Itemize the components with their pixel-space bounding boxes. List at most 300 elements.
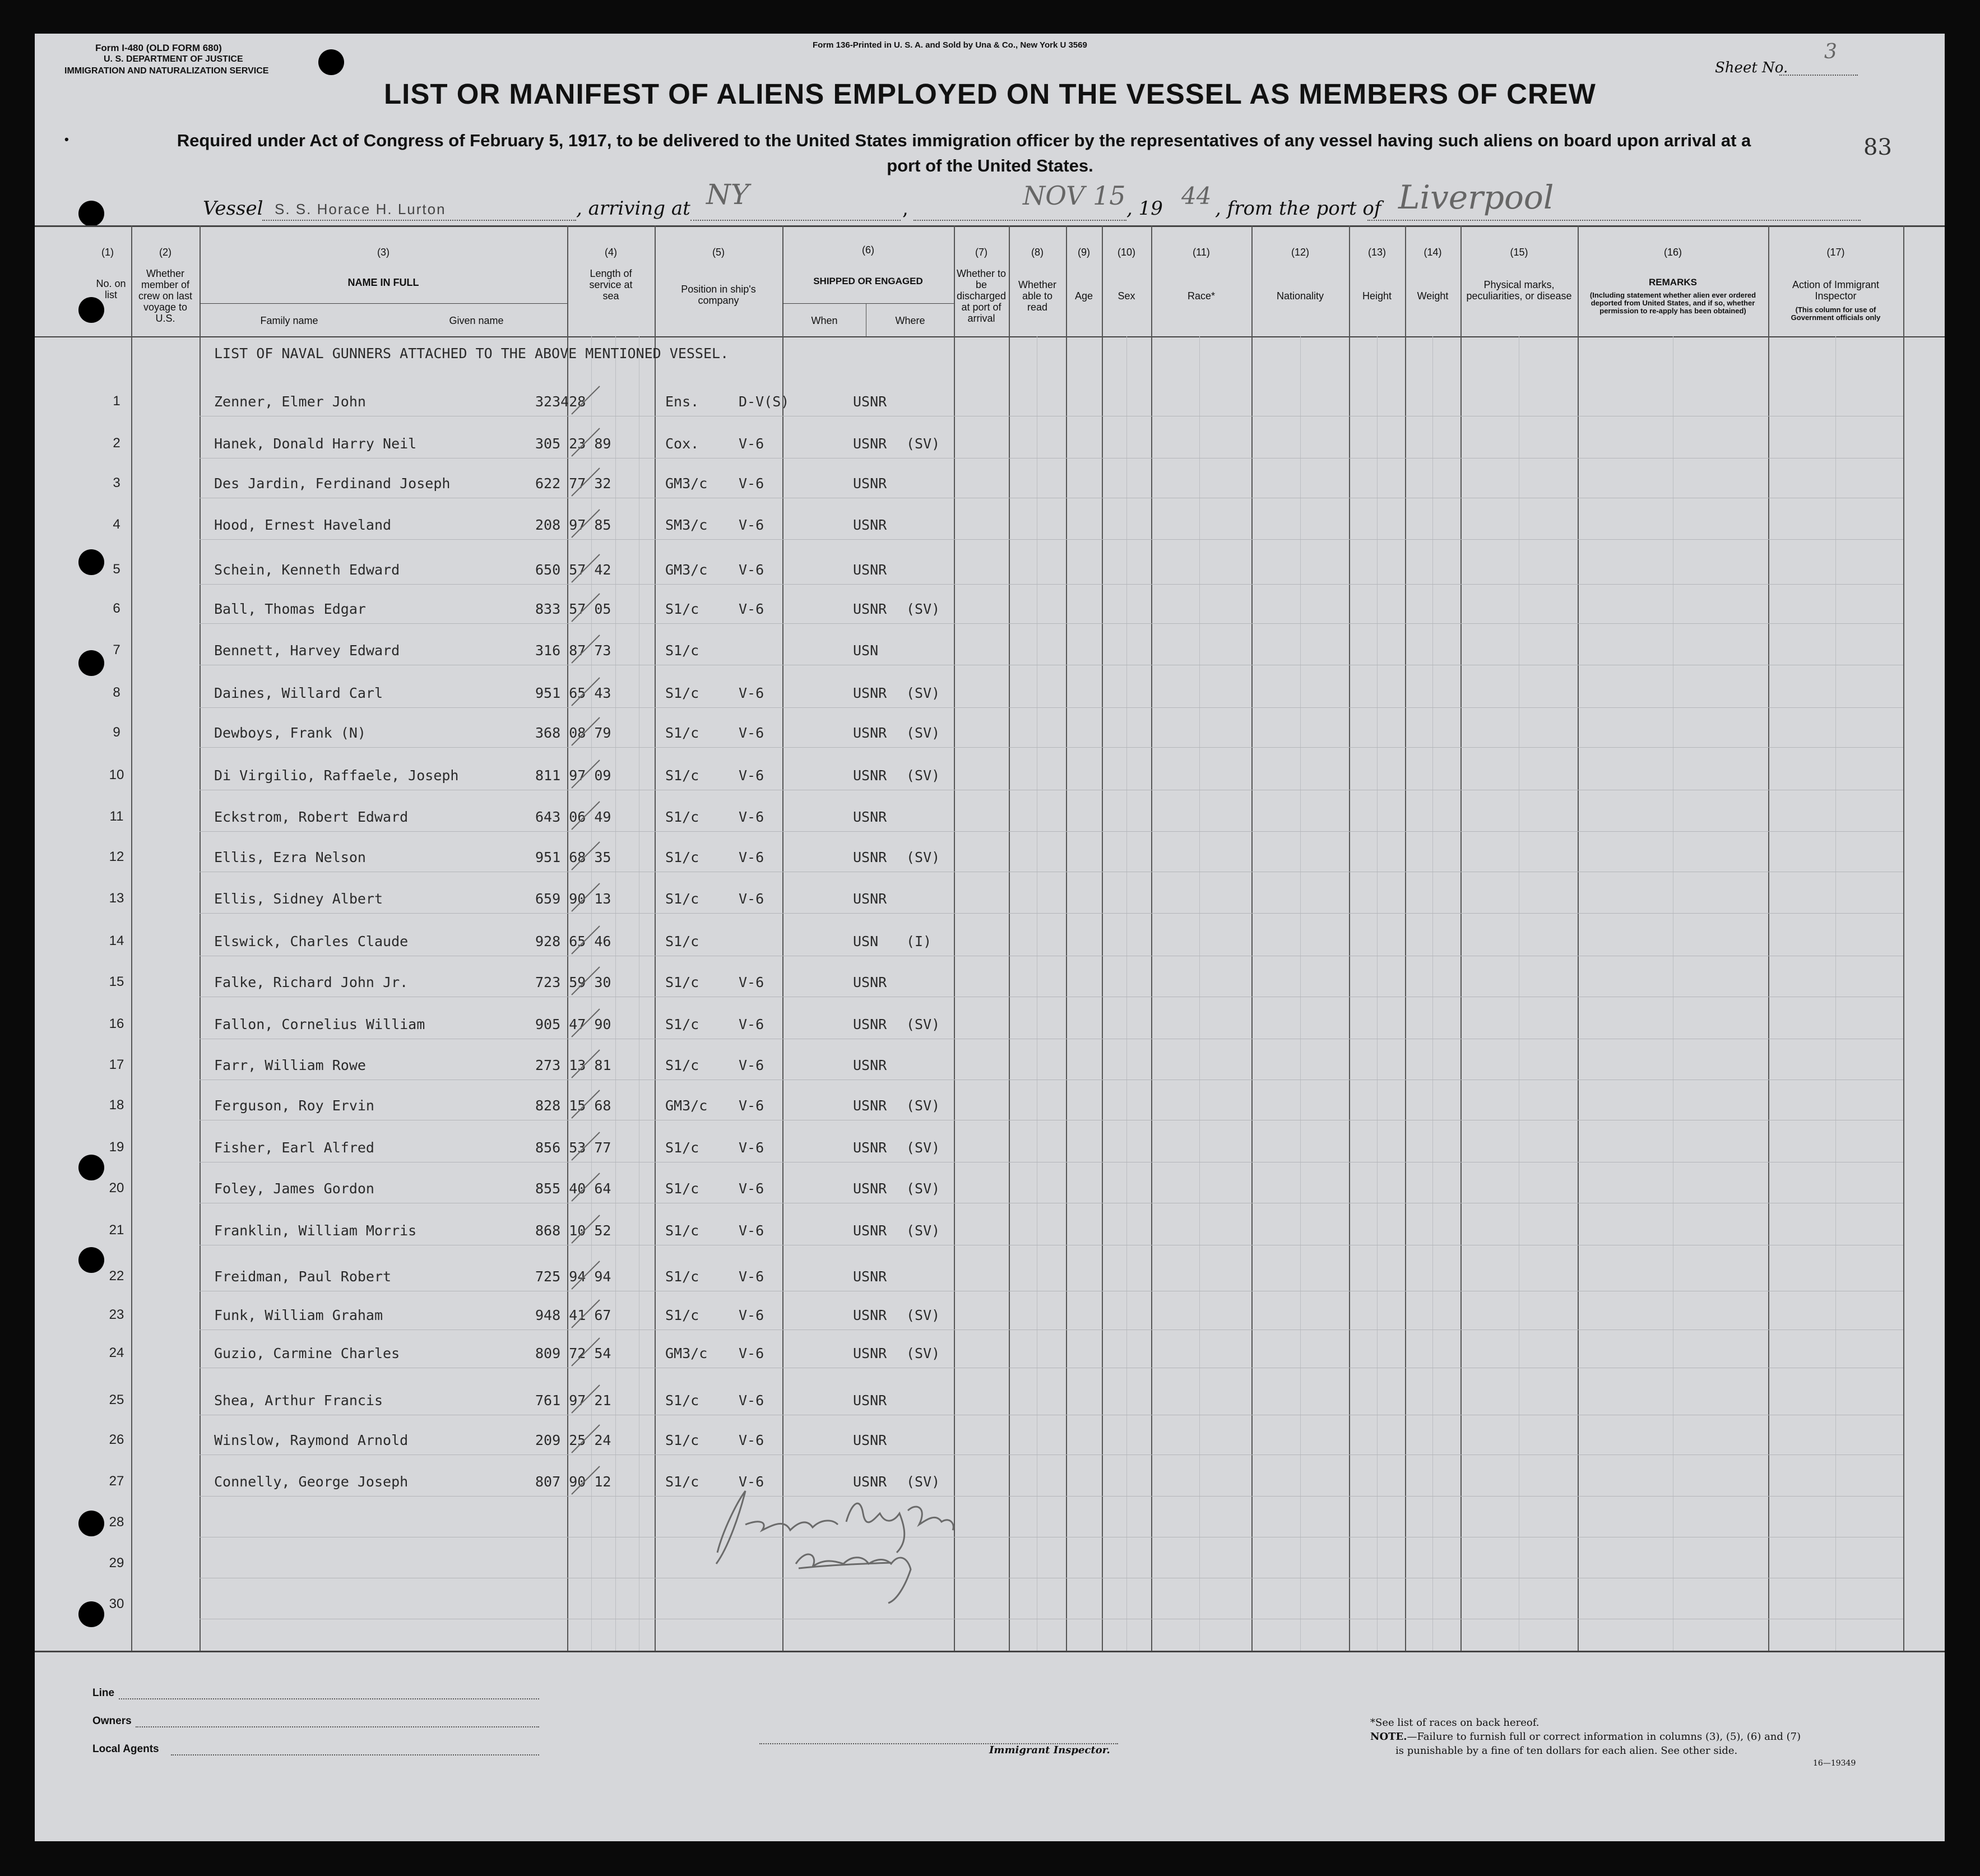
year-suffix: 44: [1181, 182, 1212, 210]
subtitle-line-2: port of the United States.: [887, 156, 1093, 175]
col13-num: (13): [1367, 247, 1386, 258]
printer-line: Form 136-Printed in U. S. A. and Sold by Una & Co., New York U 3569: [813, 40, 1087, 50]
class: V-6: [739, 1222, 764, 1239]
crew-name: Guzio, Carmine Charles: [214, 1345, 400, 1361]
rating: S1/c: [665, 1222, 699, 1239]
crew-name: Daines, Willard Carl: [214, 685, 383, 701]
class: V-6: [739, 1016, 764, 1032]
check-mark-icon: [569, 964, 602, 998]
arriving-label: , arriving at: [576, 197, 690, 220]
col-divider: [1405, 225, 1406, 1651]
crew-name: Winslow, Raymond Arnold: [214, 1432, 409, 1448]
class: V-6: [739, 517, 764, 533]
class: V-6: [739, 974, 764, 990]
crew-name: Di Virgilio, Raffaele, Joseph: [214, 767, 459, 784]
vessel-label: Vessel: [203, 197, 263, 220]
punch-hole: [78, 201, 104, 226]
row-number: 19: [109, 1140, 124, 1155]
rating: S1/c: [665, 849, 699, 865]
class: D-V(S): [739, 393, 790, 410]
row-note: (SV): [906, 1097, 940, 1114]
col-divider: [1768, 225, 1769, 1651]
col3-label: NAME IN FULL: [347, 277, 419, 288]
crew-name: Des Jardin, Ferdinand Joseph: [214, 475, 451, 492]
row-number: 30: [109, 1596, 124, 1611]
col-divider: [1102, 225, 1103, 1651]
service-number: 809 72 54: [535, 1345, 611, 1361]
col17-num: (17): [1826, 247, 1845, 258]
col6-num: (6): [862, 244, 874, 256]
branch: USNR: [853, 891, 887, 907]
row-rule: [200, 747, 1903, 748]
crew-name: Franklin, William Morris: [214, 1222, 417, 1239]
col8-label: Whether able to read: [1018, 279, 1057, 313]
line-label: Line: [92, 1687, 115, 1699]
branch: USN: [853, 642, 879, 659]
row-number: 3: [113, 475, 120, 490]
row-number: 4: [113, 517, 120, 532]
row-note: (SV): [906, 1140, 940, 1156]
service: IMMIGRATION AND NATURALIZATION SERVICE: [64, 66, 269, 76]
col9-num: (9): [1078, 247, 1090, 258]
row-number: 11: [109, 809, 124, 824]
crew-name: Ellis, Sidney Albert: [214, 891, 383, 907]
class: V-6: [739, 1180, 764, 1197]
service-number: 208 97 85: [535, 517, 611, 533]
branch: USNR: [853, 1222, 887, 1239]
crew-name: Ferguson, Roy Ervin: [214, 1097, 374, 1114]
branch: USNR: [853, 436, 887, 452]
grid-line: [1300, 336, 1301, 1651]
col7-num: (7): [975, 247, 987, 258]
check-mark-icon: [569, 1335, 602, 1369]
class: V-6: [739, 725, 764, 741]
row-number: 1: [113, 393, 120, 409]
col16-num: (16): [1663, 247, 1682, 258]
row-number: 24: [109, 1345, 124, 1360]
col2-label: Whether member of crew on last voyage to U.S.: [138, 268, 193, 324]
grid-line: [1432, 336, 1433, 1651]
header-bottom-border: [35, 336, 1945, 337]
class: V-6: [739, 1432, 764, 1448]
row-number: 7: [113, 642, 120, 657]
row-number: 10: [109, 767, 124, 782]
col6-when: When: [811, 315, 838, 326]
row-number: 5: [113, 562, 120, 577]
col-divider: [655, 225, 656, 1651]
vessel-line: [262, 220, 576, 221]
date-line: [914, 220, 1126, 221]
check-mark-icon: [569, 675, 602, 708]
service-number: 209 25 24: [535, 1432, 611, 1448]
class: V-6: [739, 891, 764, 907]
inspector-signature: [706, 1480, 964, 1609]
col17-label: Action of Immigrant Inspector: [1792, 279, 1880, 302]
check-mark-icon: [569, 1297, 602, 1331]
service-number: 650 57 42: [535, 562, 611, 578]
branch: USNR: [853, 1057, 887, 1073]
row-rule: [200, 913, 1903, 914]
col4-num: (4): [605, 247, 617, 258]
year-prefix: , 19: [1126, 197, 1163, 220]
local-agents-label: Local Agents: [92, 1743, 159, 1755]
row-number: 29: [109, 1555, 124, 1571]
rating: S1/c: [665, 1392, 699, 1409]
service-number: 368 08 79: [535, 725, 611, 741]
rating: GM3/c: [665, 562, 708, 578]
row-rule: [200, 623, 1903, 624]
rating: Cox.: [665, 436, 699, 452]
check-mark-icon: [569, 839, 602, 873]
col3-family: Family name: [260, 315, 318, 326]
col-divider: [954, 225, 955, 1651]
row-note: (SV): [906, 767, 940, 784]
branch: USNR: [853, 1474, 887, 1490]
service-number: 622 77 32: [535, 475, 611, 492]
check-mark-icon: [569, 715, 602, 748]
col-divider: [200, 225, 201, 1651]
col6-label: SHIPPED OR ENGAGED: [813, 276, 923, 286]
row-number: 16: [109, 1016, 124, 1031]
crew-name: Zenner, Elmer John: [214, 393, 366, 410]
crew-name: Funk, William Graham: [214, 1307, 383, 1323]
sheet-no-line: [1779, 75, 1858, 76]
class: V-6: [739, 1474, 764, 1490]
crew-name: Connelly, George Joseph: [214, 1474, 409, 1490]
class: V-6: [739, 767, 764, 784]
list-heading: LIST OF NAVAL GUNNERS ATTACHED TO THE ABOVE MENTIONED VESSEL.: [214, 345, 729, 362]
row-number: 20: [109, 1180, 124, 1196]
from-line: [1367, 220, 1861, 221]
col2-num: (2): [159, 247, 171, 258]
check-mark-icon: [569, 1463, 602, 1497]
check-mark-icon: [569, 425, 602, 459]
row-number: 13: [109, 891, 124, 906]
rating: S1/c: [665, 642, 699, 659]
check-mark-icon: [569, 757, 602, 791]
row-note: (SV): [906, 1222, 940, 1239]
rating: S1/c: [665, 1307, 699, 1323]
owners-label: Owners: [92, 1715, 132, 1727]
check-mark-icon: [569, 1129, 602, 1163]
row-number: 22: [109, 1268, 124, 1284]
branch: USNR: [853, 725, 887, 741]
crew-name: Foley, James Gordon: [214, 1180, 374, 1197]
grid-line: [615, 336, 616, 1651]
col11-num: (11): [1193, 247, 1210, 258]
service-number: 811 97 09: [535, 767, 611, 784]
service-number: 833 57 05: [535, 601, 611, 617]
col-divider: [1460, 225, 1462, 1651]
row-note: (SV): [906, 1474, 940, 1490]
row-note: (SV): [906, 1307, 940, 1323]
vessel-name: S. S. Horace H. Lurton: [275, 201, 446, 217]
rating: GM3/c: [665, 475, 708, 492]
row-number: 23: [109, 1307, 124, 1322]
check-mark-icon: [569, 632, 602, 666]
crew-name: Dewboys, Frank (N): [214, 725, 366, 741]
service-number: 273 13 81: [535, 1057, 611, 1073]
rating: S1/c: [665, 725, 699, 741]
class: V-6: [739, 849, 764, 865]
sheet-label: Sheet No.: [1715, 59, 1788, 76]
rating: S1/c: [665, 809, 699, 825]
branch: USNR: [853, 1097, 887, 1114]
rating: S1/c: [665, 1140, 699, 1156]
row-rule: [200, 831, 1903, 832]
crew-name: Schein, Kenneth Edward: [214, 562, 400, 578]
crew-name: Fallon, Cornelius William: [214, 1016, 425, 1032]
check-mark-icon: [569, 552, 602, 585]
col16-label: REMARKS: [1649, 277, 1697, 288]
service-number: 855 40 64: [535, 1180, 611, 1197]
row-rule: [200, 707, 1903, 708]
col4-label: Length of service at sea: [589, 268, 633, 302]
bullet: •: [64, 132, 69, 146]
rating: S1/c: [665, 1268, 699, 1285]
col-divider: [1009, 225, 1010, 1651]
branch: USNR: [853, 562, 887, 578]
row-number: 15: [109, 974, 124, 989]
crew-name: Falke, Richard John Jr.: [214, 974, 409, 990]
rating: S1/c: [665, 1180, 699, 1197]
row-rule: [200, 539, 1903, 540]
punch-hole: [78, 1155, 104, 1180]
service-number: 305 23 89: [535, 436, 611, 452]
check-mark-icon: [569, 1006, 602, 1040]
check-mark-icon: [569, 507, 602, 540]
line-field: [119, 1698, 539, 1699]
branch: USNR: [853, 685, 887, 701]
class: V-6: [739, 1140, 764, 1156]
arrival-date: NOV 15: [1023, 180, 1126, 211]
arriving-port: NY: [706, 178, 749, 211]
col15-num: (15): [1510, 247, 1528, 258]
branch: USNR: [853, 1016, 887, 1032]
row-number: 2: [113, 436, 120, 451]
branch: USNR: [853, 393, 887, 410]
crew-name: Freidman, Paul Robert: [214, 1268, 392, 1285]
col15-label: Physical marks, peculiarities, or disease: [1466, 279, 1572, 302]
branch: USNR: [853, 1307, 887, 1323]
crew-name: Eckstrom, Robert Edward: [214, 809, 409, 825]
inspector-label: Immigrant Inspector.: [989, 1744, 1110, 1756]
table-bottom-border: [35, 1651, 1945, 1652]
service-number: 761 97 21: [535, 1392, 611, 1409]
col5-label: Position in ship's company: [681, 284, 756, 306]
branch: USNR: [853, 1345, 887, 1361]
service-number: 725 94 94: [535, 1268, 611, 1285]
col17-note: (This column for use of Government officials only: [1791, 305, 1881, 322]
grid-line: [1199, 336, 1200, 1651]
note-text-1: —Failure to furnish full or correct information in columns (3), (5), (6) and (7): [1407, 1731, 1801, 1743]
col7-label: Whether to be discharged at port of arrival: [956, 268, 1007, 324]
class: V-6: [739, 809, 764, 825]
rating: S1/c: [665, 601, 699, 617]
class: V-6: [739, 1268, 764, 1285]
rating: S1/c: [665, 891, 699, 907]
owners-field: [136, 1726, 539, 1727]
check-mark-icon: [569, 799, 602, 832]
rating: Ens.: [665, 393, 699, 410]
check-mark-icon: [569, 1087, 602, 1121]
row-note: (SV): [906, 1180, 940, 1197]
branch: USNR: [853, 1432, 887, 1448]
col-divider: [1151, 225, 1152, 1651]
row-number: 26: [109, 1432, 124, 1447]
name-subheader-line: [200, 303, 567, 304]
crew-name: Elswick, Charles Claude: [214, 933, 409, 949]
service-number: 905 47 90: [535, 1016, 611, 1032]
rating: S1/c: [665, 685, 699, 701]
row-note: (SV): [906, 685, 940, 701]
branch: USNR: [853, 517, 887, 533]
row-number: 18: [109, 1097, 124, 1113]
class: V-6: [739, 685, 764, 701]
col8-num: (8): [1031, 247, 1044, 258]
row-note: (I): [906, 933, 932, 949]
rating: S1/c: [665, 1432, 699, 1448]
row-number: 6: [113, 601, 120, 616]
rating: S1/c: [665, 1057, 699, 1073]
branch: USN: [853, 933, 879, 949]
row-rule: [200, 584, 1903, 585]
class: V-6: [739, 436, 764, 452]
check-mark-icon: [569, 591, 602, 624]
service-number: 659 90 13: [535, 891, 611, 907]
col1-label: No. on list: [96, 278, 126, 300]
col13-label: Height: [1362, 290, 1392, 302]
rating: S1/c: [665, 1016, 699, 1032]
rating: S1/c: [665, 1474, 699, 1490]
service-number: 643 06 49: [535, 809, 611, 825]
row-number: 28: [109, 1514, 124, 1530]
rating: GM3/c: [665, 1097, 708, 1114]
grid-line: [1126, 336, 1127, 1651]
service-number: 316 87 73: [535, 642, 611, 659]
crew-name: Shea, Arthur Francis: [214, 1392, 383, 1409]
service-number: 828 15 68: [535, 1097, 611, 1114]
check-mark-icon: [569, 1382, 602, 1416]
row-note: (SV): [906, 849, 940, 865]
grid-line: [1377, 336, 1378, 1651]
col10-num: (10): [1117, 247, 1135, 258]
service-number: 807 90 12: [535, 1474, 611, 1490]
local-agents-field: [171, 1754, 539, 1755]
row-note: (SV): [906, 1345, 940, 1361]
arriving-line: [690, 220, 901, 221]
crew-name: Hood, Ernest Haveland: [214, 517, 392, 533]
crew-name: Hanek, Donald Harry Neil: [214, 436, 417, 452]
sheet-no: 3: [1824, 40, 1837, 63]
class: V-6: [739, 1307, 764, 1323]
rating: SM3/c: [665, 517, 708, 533]
print-code: 16—19349: [1813, 1759, 1856, 1768]
grid-line: [1835, 336, 1836, 1651]
col9-label: Age: [1074, 290, 1093, 302]
service-number: 951 65 43: [535, 685, 611, 701]
row-note: (SV): [906, 725, 940, 741]
service-number: 948 41 67: [535, 1307, 611, 1323]
class: V-6: [739, 1345, 764, 1361]
class: V-6: [739, 1057, 764, 1073]
row-number: 14: [109, 933, 124, 948]
crew-name: Fisher, Earl Alfred: [214, 1140, 374, 1156]
department: U. S. DEPARTMENT OF JUSTICE: [104, 54, 243, 64]
col-divider: [1578, 225, 1579, 1651]
punch-hole: [318, 49, 344, 75]
row-number: 21: [109, 1222, 124, 1238]
col12-label: Nationality: [1276, 290, 1324, 302]
col-divider: [1251, 225, 1253, 1651]
table-top-border: [35, 225, 1945, 227]
row-number: 9: [113, 725, 120, 740]
fine-note-line1: [1370, 1731, 1801, 1743]
punch-hole: [78, 297, 104, 323]
subtitle-line-1: Required under Act of Congress of February 5, 1917, to be delivered to the United States immigration officer by the representatives of any vessel having such aliens on board upon arrival at a: [177, 131, 1751, 150]
check-mark-icon: [569, 465, 602, 499]
rating: S1/c: [665, 767, 699, 784]
branch: USNR: [853, 475, 887, 492]
check-mark-icon: [569, 1258, 602, 1292]
service-number: 723 59 30: [535, 974, 611, 990]
branch: USNR: [853, 809, 887, 825]
check-mark-icon: [569, 1170, 602, 1204]
check-mark-icon: [569, 1047, 602, 1081]
check-mark-icon: [569, 923, 602, 957]
col10-label: Sex: [1117, 290, 1135, 302]
class: V-6: [739, 1097, 764, 1114]
col-divider: [1349, 225, 1350, 1651]
comma: ,: [902, 197, 908, 220]
col5-num: (5): [712, 247, 725, 258]
row-number: 12: [109, 849, 124, 864]
branch: USNR: [853, 1140, 887, 1156]
row-rule: [200, 1496, 1903, 1497]
crew-name: Bennett, Harvey Edward: [214, 642, 400, 659]
col-divider: [1903, 225, 1904, 1651]
branch: USNR: [853, 767, 887, 784]
col12-num: (12): [1291, 247, 1309, 258]
check-mark-icon: [569, 1422, 602, 1456]
crew-name: Ellis, Ezra Nelson: [214, 849, 366, 865]
row-number: 17: [109, 1057, 124, 1072]
service-number: 856 53 77: [535, 1140, 611, 1156]
service-number: 323428: [535, 393, 586, 410]
from-port: Liverpool: [1398, 178, 1554, 216]
class: V-6: [739, 562, 764, 578]
col3-num: (3): [377, 247, 389, 258]
branch: USNR: [853, 1268, 887, 1285]
crew-name: Ball, Thomas Edgar: [214, 601, 366, 617]
col-divider: [1066, 225, 1067, 1651]
col16-note: (Including statement whether alien ever ordered deported from United States, and if so, whether permission to re-apply has been obtained): [1589, 291, 1756, 315]
form-title: LIST OR MANIFEST OF ALIENS EMPLOYED ON THE VESSEL AS MEMBERS OF CREW: [384, 78, 1596, 110]
branch: USNR: [853, 1180, 887, 1197]
check-mark-icon: [569, 1212, 602, 1246]
service-number: 951 68 35: [535, 849, 611, 865]
crew-name: Farr, William Rowe: [214, 1057, 366, 1073]
class: V-6: [739, 1392, 764, 1409]
row-note: (SV): [906, 436, 940, 452]
col14-num: (14): [1423, 247, 1442, 258]
row-number: 25: [109, 1392, 124, 1407]
class: V-6: [739, 601, 764, 617]
row-number: 27: [109, 1474, 124, 1489]
class: V-6: [739, 475, 764, 492]
shipped-subheader-line: [782, 303, 954, 304]
row-note: (SV): [906, 1016, 940, 1032]
